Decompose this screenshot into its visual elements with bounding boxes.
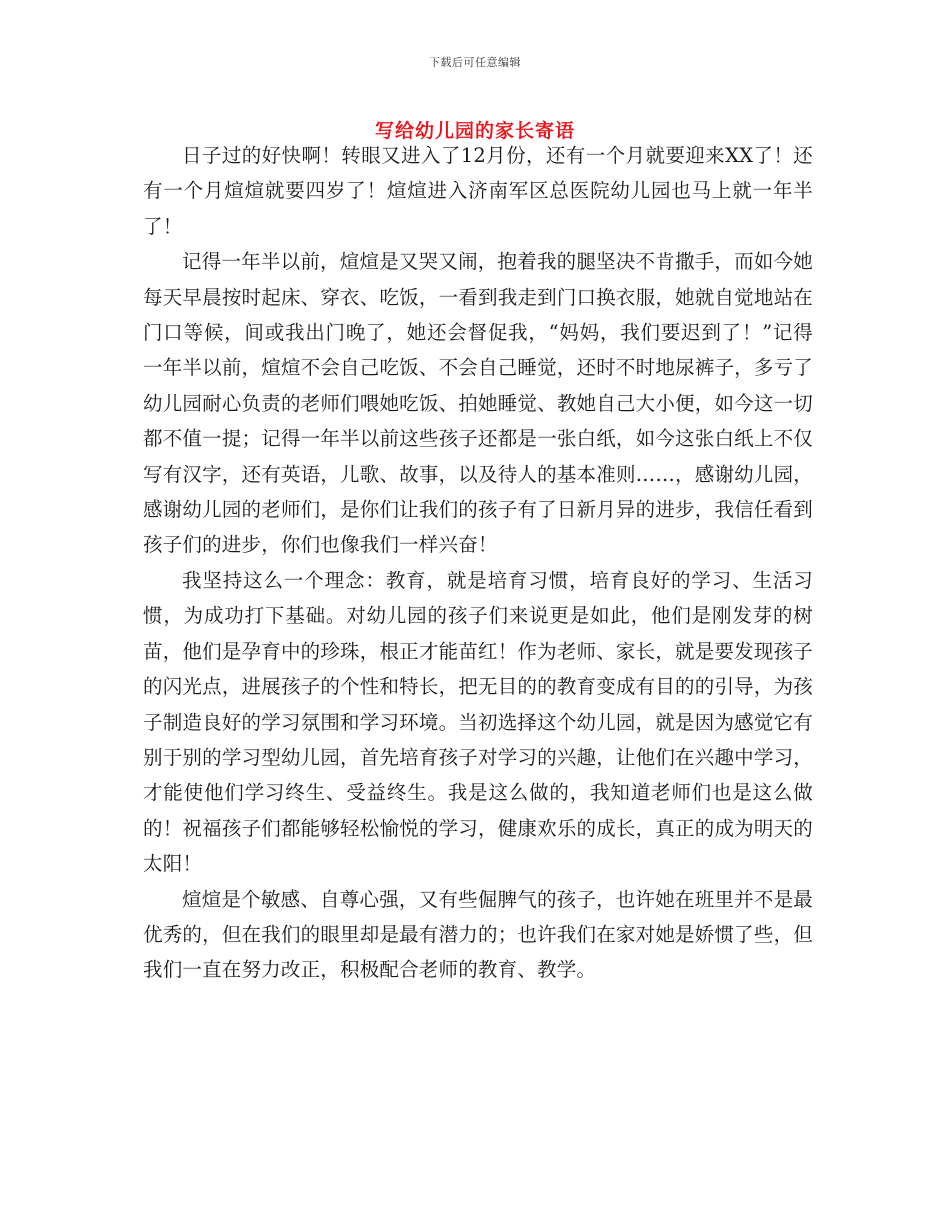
paragraph-1: 日子过的好快啊！转眼又进入了12月份，还有一个月就要迎来XX了！还有一个月煊煊就要四岁了！煊煊进入济南军区总医院幼儿园也马上就一年半了！ [143,144,813,238]
paragraph-4: 煊煊是个敏感、自尊心强，又有些倔脾气的孩子，也许她在班里并不是最优秀的，但在我们的眼里却是最有潜力的；也许我们在家对她是娇惯了些，但我们一直在努力改正，积极配合老师的教育、教学。 [143,887,813,982]
document-body [143,138,813,988]
document-title: 写给幼儿园的家长寄语 [374,120,575,142]
paragraph-3: 我坚持这么一个理念：教育，就是培育习惯，培育良好的学习、生活习惯，为成功打下基础。对幼儿园的孩子们来说更是如此，他们是刚发芽的树苗，他们是孕育中的珍珠，根正才能苗红！作为老师、家长，就是要发现孩子的闪光点，进展孩子的个性和特长，把无目的的教育变成有目的的引导，为孩子制造良好的学习氛围和学习环境。当初选择这个幼儿园，就是因为感觉它有别于别的学习型幼儿园，首先培育孩子对学习的兴趣，让他们在兴趣中学习，才能使他们学习终生、受益终生。我是这么做的，我知道老师们也是这么做的！祝福孩子们都能够轻松愉悦的学习，健康欢乐的成长，真正的成为明天的太阳！ [143,568,813,876]
header-note: 下载后可任意编辑 [429,56,521,69]
paragraph-2: 记得一年半以前，煊煊是又哭又闹，抱着我的腿坚决不肯撒手，而如今她每天早晨按时起床、穿衣、吃饭，一看到我走到门口换衣服，她就自觉地站在门口等候，间或我出门晚了，她还会督促我，“妈妈，我们要迟到了！”记得一年半以前，煊煊不会自己吃饭、不会自己睡觉，还时不时地尿裤子，多亏了幼儿园耐心负责的老师们喂她吃饭、拍她睡觉、教她自己大小便，如今这一切都不值一提；记得一年半以前这些孩子还都是一张白纸，如今这张白纸上不仅写有汉字，还有英语，儿歌、故事，以及待人的基本准则……，感谢幼儿园，感谢幼儿园的老师们，是你们让我们的孩子有了日新月异的进步，我信任看到孩子们的进步，你们也像我们一样兴奋！ [143,250,813,557]
